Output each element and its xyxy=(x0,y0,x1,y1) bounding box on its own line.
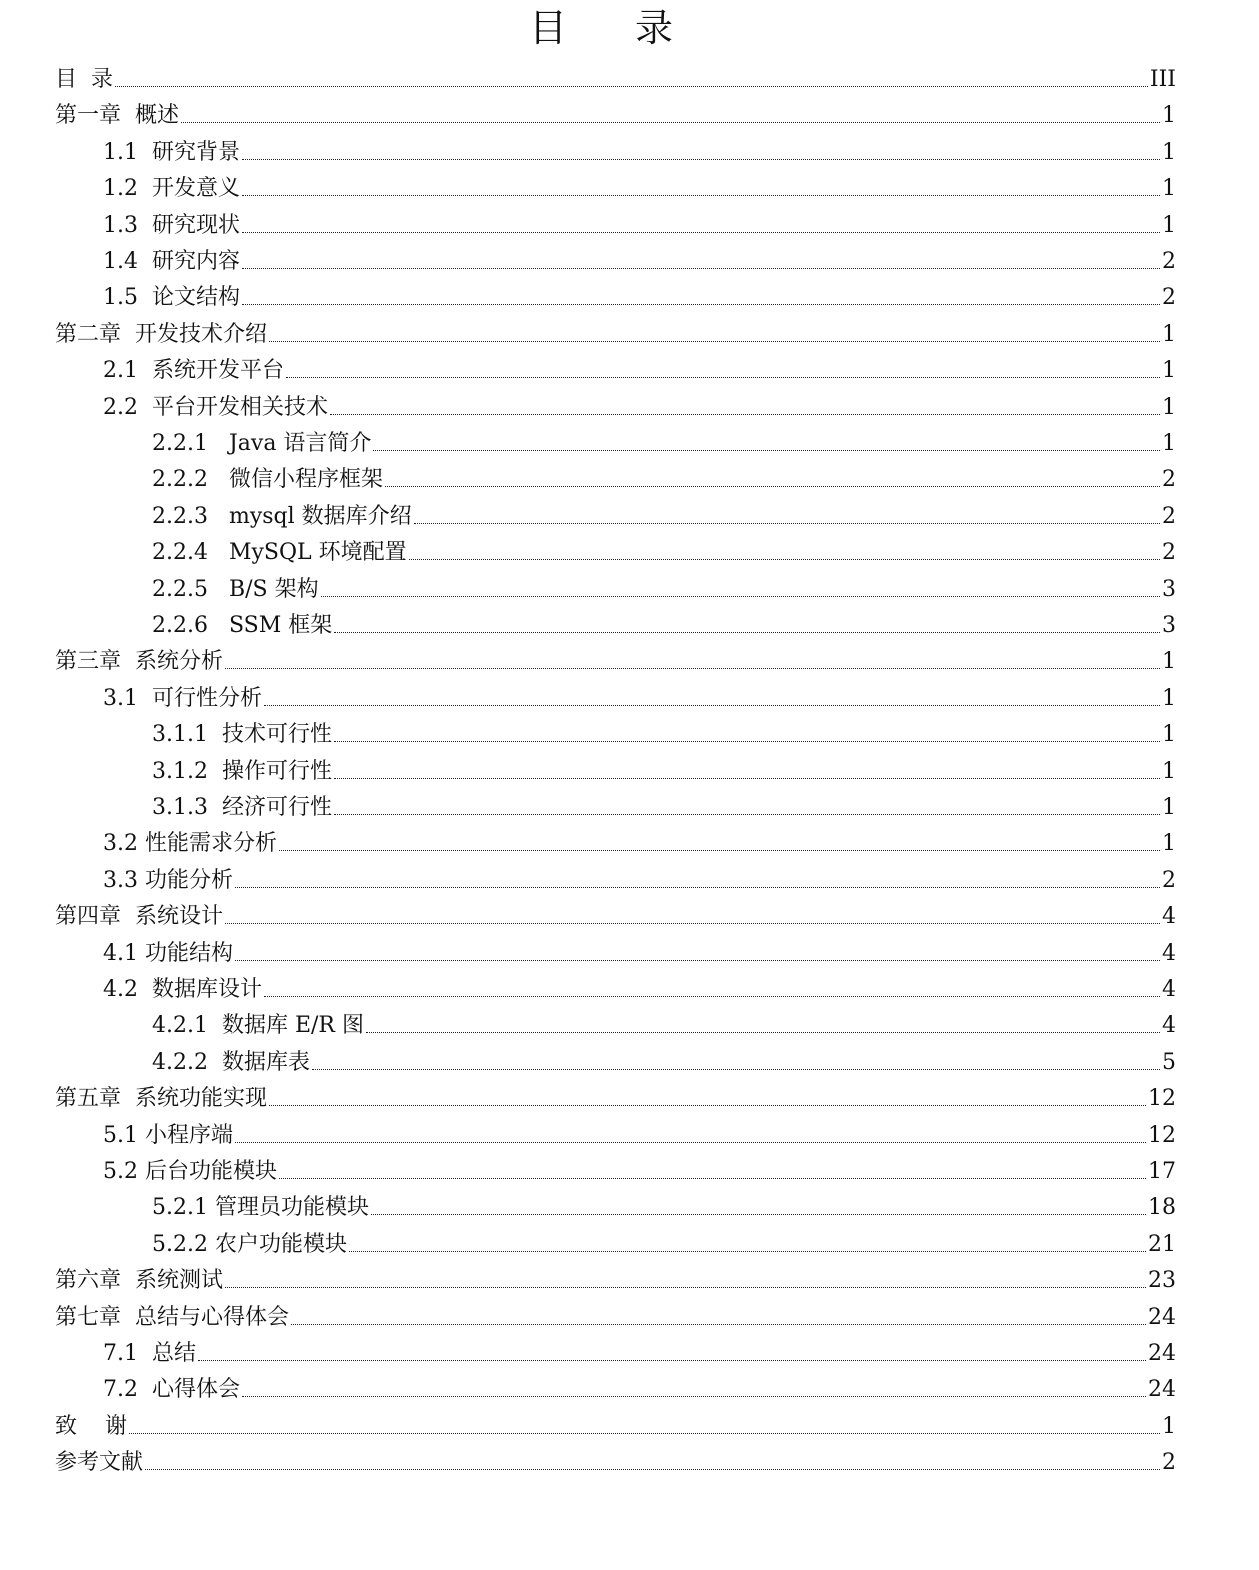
toc-entry[interactable] xyxy=(103,972,1176,1008)
dot-leader xyxy=(334,814,1160,815)
toc-entry-label: 参考文献 xyxy=(55,1450,144,1476)
toc-entry-page-number: 1 xyxy=(1162,431,1176,456)
toc-entry[interactable] xyxy=(103,244,1176,280)
toc-entry[interactable] xyxy=(55,98,1176,134)
toc-entry-label: 第七章 总结与心得体会 xyxy=(55,1304,289,1330)
toc-entry[interactable] xyxy=(55,62,1176,98)
toc-entry-label: 3.2 性能需求分析 xyxy=(103,831,277,857)
toc-entry-label: 1.5 论文结构 xyxy=(103,285,240,311)
toc-entry[interactable] xyxy=(103,390,1176,426)
dot-leader xyxy=(414,523,1160,524)
toc-entry-page-number: 1 xyxy=(1162,795,1176,820)
dot-leader xyxy=(235,1142,1146,1143)
dot-leader xyxy=(269,1105,1146,1106)
toc-entry-label: 2.2.3 mysql 数据库介绍 xyxy=(152,503,412,529)
dot-leader xyxy=(242,195,1160,196)
dot-leader xyxy=(264,996,1160,997)
dot-leader xyxy=(373,450,1160,451)
toc-entry-page-number: 2 xyxy=(1162,1450,1176,1476)
toc-entry[interactable] xyxy=(152,717,1176,753)
toc-entry-page-number: 2 xyxy=(1162,249,1176,274)
dot-leader xyxy=(242,304,1160,305)
toc-entry[interactable] xyxy=(55,317,1176,353)
dot-leader xyxy=(349,1251,1146,1252)
toc-entry-page-number: 1 xyxy=(1162,394,1176,420)
toc-entry-label: 1.2 开发意义 xyxy=(103,176,240,202)
dot-leader xyxy=(225,923,1160,924)
toc-entry-page-number: 23 xyxy=(1148,1268,1176,1294)
dot-leader xyxy=(115,86,1148,87)
toc-entry-page-number: 3 xyxy=(1162,576,1176,602)
toc-entry[interactable] xyxy=(152,462,1176,498)
toc-entry-label: 3.1.3 经济可行性 xyxy=(152,795,332,820)
toc-entry[interactable] xyxy=(55,1445,1176,1481)
toc-entry[interactable] xyxy=(103,681,1176,717)
toc-entry-label: 第五章 系统功能实现 xyxy=(55,1086,267,1112)
toc-entry-label: 3.1 可行性分析 xyxy=(103,685,262,711)
toc-entry-label: 第四章 系统设计 xyxy=(55,904,223,930)
toc-entry-label: 2.2.2 微信小程序框架 xyxy=(152,467,383,493)
dot-leader xyxy=(225,668,1160,669)
toc-entry-page-number: 1 xyxy=(1162,358,1176,384)
toc-entry-page-number: 4 xyxy=(1162,904,1176,930)
toc-entry-page-number: 2 xyxy=(1162,540,1176,566)
toc-heading: 目 录 xyxy=(528,6,702,50)
toc-entry-label: 4.2 数据库设计 xyxy=(103,977,262,1002)
dot-leader xyxy=(371,1214,1146,1215)
toc-entry[interactable] xyxy=(152,1190,1176,1226)
dot-leader xyxy=(264,705,1160,706)
toc-entry-label: 第一章 概述 xyxy=(55,103,179,129)
toc-entry-label: 2.2 平台开发相关技术 xyxy=(103,394,328,420)
dot-leader xyxy=(242,1396,1146,1397)
toc-entry[interactable] xyxy=(152,608,1176,644)
dot-leader xyxy=(129,1433,1160,1434)
dot-leader xyxy=(366,1032,1160,1033)
toc-entry[interactable] xyxy=(103,171,1176,207)
toc-entry-page-number: 1 xyxy=(1162,685,1176,711)
toc-entry[interactable] xyxy=(103,863,1176,899)
dot-leader xyxy=(225,1287,1146,1288)
toc-entry-page-number: 24 xyxy=(1148,1341,1176,1366)
toc-entry[interactable] xyxy=(152,572,1176,608)
toc-entry-label: 7.1 总结 xyxy=(103,1341,196,1366)
dot-leader xyxy=(409,559,1160,560)
toc-entry[interactable] xyxy=(103,280,1176,316)
toc-entry-label: 5.2.1 管理员功能模块 xyxy=(152,1195,369,1221)
toc-entry[interactable] xyxy=(103,1118,1176,1154)
toc-entry-label: 第三章 系统分析 xyxy=(55,649,223,675)
toc-entry-page-number: 1 xyxy=(1162,176,1176,202)
dot-leader xyxy=(242,159,1160,160)
toc-entry-label: 5.2 后台功能模块 xyxy=(103,1159,277,1184)
toc-entry[interactable] xyxy=(152,499,1176,535)
toc-entry-label: 5.2.2 农户功能模块 xyxy=(152,1231,347,1257)
toc-entry[interactable] xyxy=(103,1336,1176,1372)
toc-entry[interactable] xyxy=(103,826,1176,862)
toc-entry-page-number: 17 xyxy=(1148,1159,1176,1184)
toc-entry-page-number: 1 xyxy=(1162,1413,1176,1439)
dot-leader xyxy=(385,486,1160,487)
dot-leader xyxy=(334,632,1160,633)
toc-entry[interactable] xyxy=(152,790,1176,826)
toc-entry[interactable] xyxy=(103,208,1176,244)
toc-entry-page-number: 2 xyxy=(1162,467,1176,493)
toc-entry-page-number: 1 xyxy=(1162,103,1176,129)
dot-leader xyxy=(330,414,1160,415)
toc-entry-page-number: III xyxy=(1149,67,1176,92)
toc-entry-label: 3.1.1 技术可行性 xyxy=(152,722,332,748)
toc-entry-label: 2.2.6 SSM 框架 xyxy=(152,613,333,638)
dot-leader xyxy=(312,1069,1160,1070)
toc-entry-page-number: 1 xyxy=(1162,722,1176,748)
dot-leader xyxy=(181,122,1160,123)
toc-entry-label: 2.2.5 B/S 架构 xyxy=(152,576,319,602)
toc-entry-label: 2.2.4 MySQL 环境配置 xyxy=(152,540,407,566)
toc-entry-label: 2.2.1 Java 语言简介 xyxy=(152,431,372,456)
toc-entry-label: 7.2 心得体会 xyxy=(103,1377,240,1403)
toc-entry-page-number: 1 xyxy=(1162,321,1176,347)
toc-entry[interactable] xyxy=(55,899,1176,935)
toc-entry-page-number: 21 xyxy=(1148,1231,1176,1257)
toc-entry[interactable] xyxy=(152,1227,1176,1263)
toc-entry-page-number: 24 xyxy=(1148,1377,1176,1403)
toc-entry-label: 2.1 系统开发平台 xyxy=(103,358,284,384)
toc-entry-page-number: 5 xyxy=(1162,1049,1176,1075)
dot-leader xyxy=(279,1178,1146,1179)
toc-entry-label: 1.1 研究背景 xyxy=(103,139,240,165)
toc-entry-page-number: 18 xyxy=(1148,1195,1176,1221)
toc-entry-page-number: 1 xyxy=(1162,139,1176,165)
toc-entry-page-number: 2 xyxy=(1162,867,1176,893)
toc-entry-page-number: 12 xyxy=(1148,1122,1176,1148)
toc-entry-label: 4.1 功能结构 xyxy=(103,940,233,966)
toc-entry-page-number: 24 xyxy=(1148,1304,1176,1330)
toc-entry-label: 4.2.2 数据库表 xyxy=(152,1049,310,1075)
dot-leader xyxy=(269,341,1160,342)
toc-entry[interactable] xyxy=(103,1154,1176,1190)
dot-leader xyxy=(279,850,1160,851)
dot-leader xyxy=(242,268,1160,269)
toc-entry-page-number: 1 xyxy=(1162,831,1176,857)
toc-entry-label: 致 谢 xyxy=(55,1413,127,1439)
toc-entry-label: 3.1.2 操作可行性 xyxy=(152,758,332,784)
toc-entry[interactable] xyxy=(152,1008,1176,1044)
toc-entry[interactable] xyxy=(55,1081,1176,1117)
dot-leader xyxy=(291,1324,1146,1325)
toc-entry-page-number: 3 xyxy=(1162,613,1176,638)
toc-entry-page-number: 4 xyxy=(1162,977,1176,1002)
toc-entry-page-number: 1 xyxy=(1162,212,1176,238)
dot-leader xyxy=(321,596,1160,597)
toc-entry-page-number: 2 xyxy=(1162,285,1176,311)
dot-leader xyxy=(235,960,1160,961)
toc-entry-page-number: 4 xyxy=(1162,940,1176,966)
toc-entry[interactable] xyxy=(152,1045,1176,1081)
toc-entry-page-number: 1 xyxy=(1162,758,1176,784)
toc-entry[interactable] xyxy=(152,535,1176,571)
toc-entry[interactable] xyxy=(152,754,1176,790)
toc-entry-label: 目 录 xyxy=(55,67,113,92)
toc-entry-label: 1.3 研究现状 xyxy=(103,212,240,238)
toc-entry[interactable] xyxy=(55,1263,1176,1299)
dot-leader xyxy=(198,1360,1146,1361)
toc-entry[interactable] xyxy=(103,1372,1176,1408)
toc-entry[interactable] xyxy=(152,426,1176,462)
toc-entry-label: 1.4 研究内容 xyxy=(103,249,240,274)
toc-entry[interactable] xyxy=(55,1409,1176,1445)
dot-leader xyxy=(334,778,1160,779)
dot-leader xyxy=(145,1469,1160,1470)
toc-entry-label: 5.1 小程序端 xyxy=(103,1122,233,1148)
dot-leader xyxy=(242,232,1160,233)
toc-entry-page-number: 4 xyxy=(1162,1013,1176,1039)
toc-entry[interactable] xyxy=(55,644,1176,680)
dot-leader xyxy=(286,377,1160,378)
toc-entry[interactable] xyxy=(55,1300,1176,1336)
toc-entry-page-number: 2 xyxy=(1162,503,1176,529)
toc-entry-page-number: 1 xyxy=(1162,649,1176,675)
toc-entry-page-number: 12 xyxy=(1148,1086,1176,1112)
dot-leader xyxy=(235,887,1160,888)
toc-entry-label: 第六章 系统测试 xyxy=(55,1268,223,1294)
toc-entry[interactable] xyxy=(103,353,1176,389)
toc-entry-label: 4.2.1 数据库 E/R 图 xyxy=(152,1013,364,1039)
dot-leader xyxy=(334,741,1160,742)
toc-entry-label: 第二章 开发技术介绍 xyxy=(55,321,267,347)
toc-entry-label: 3.3 功能分析 xyxy=(103,867,233,893)
toc-entry[interactable] xyxy=(103,936,1176,972)
toc-entry[interactable] xyxy=(103,135,1176,171)
